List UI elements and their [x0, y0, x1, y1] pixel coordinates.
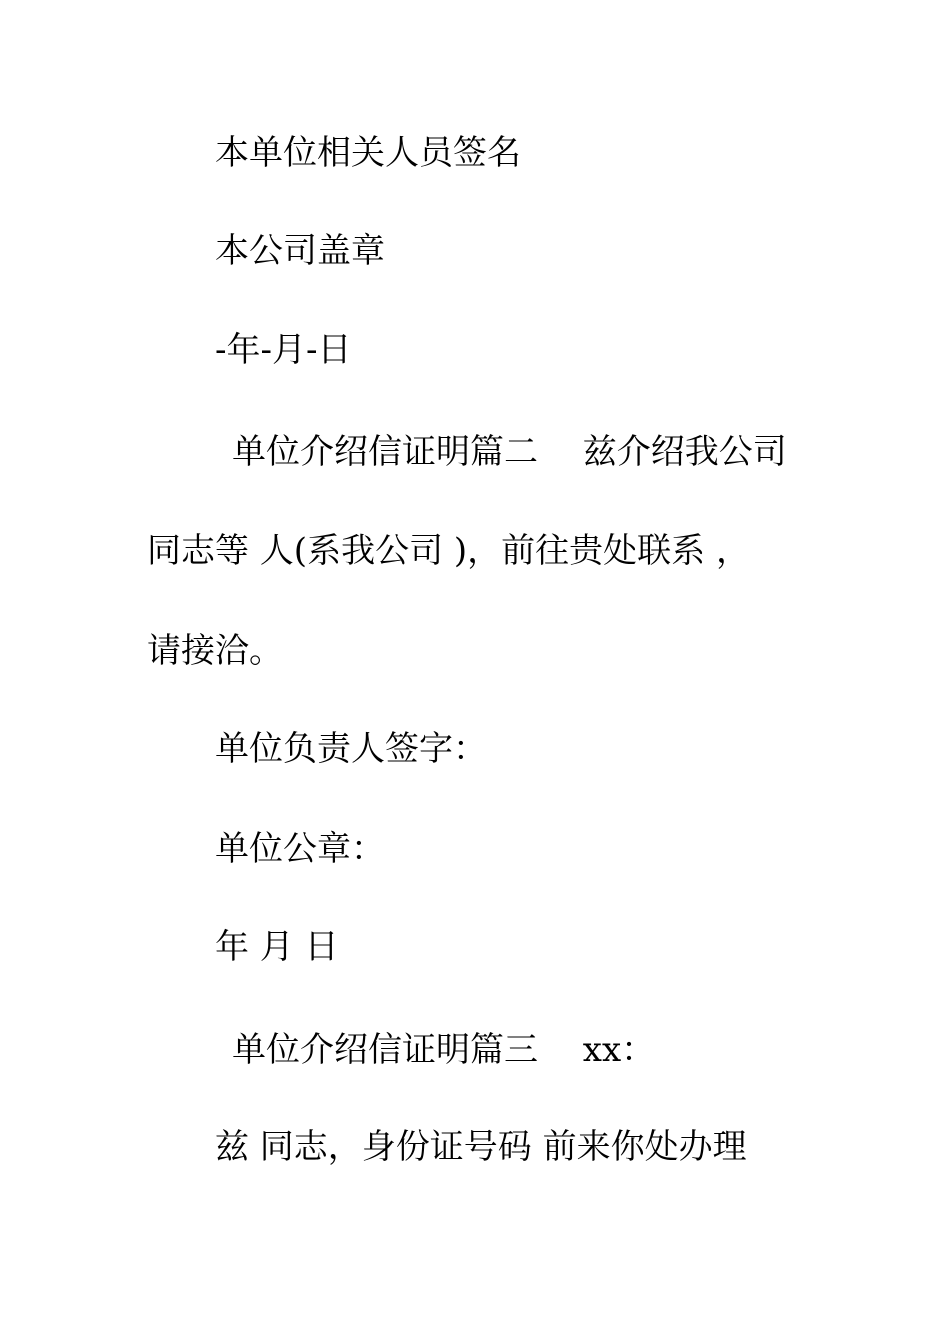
responsible-person-signature-line: 单位负责人签字： — [215, 729, 487, 769]
paragraph-line: 兹 同志，身份证号码 前来你处办理 — [215, 1127, 747, 1167]
company-seal-line: 本公司盖章 — [215, 231, 385, 271]
date-line: -年-月-日 — [215, 330, 352, 370]
paragraph-line: 请接洽。 — [147, 631, 283, 671]
section-two-heading: 单位介绍信证明篇二 兹介绍我公司 — [232, 432, 787, 472]
date-line: 年 月 日 — [215, 927, 339, 967]
signature-line: 本单位相关人员签名 — [215, 133, 521, 173]
paragraph-line: 同志等 人(系我公司 )，前往贵处联系 ， — [147, 531, 750, 571]
official-seal-line: 单位公章： — [215, 829, 385, 869]
section-three-heading: 单位介绍信证明篇三 xx： — [232, 1030, 656, 1070]
